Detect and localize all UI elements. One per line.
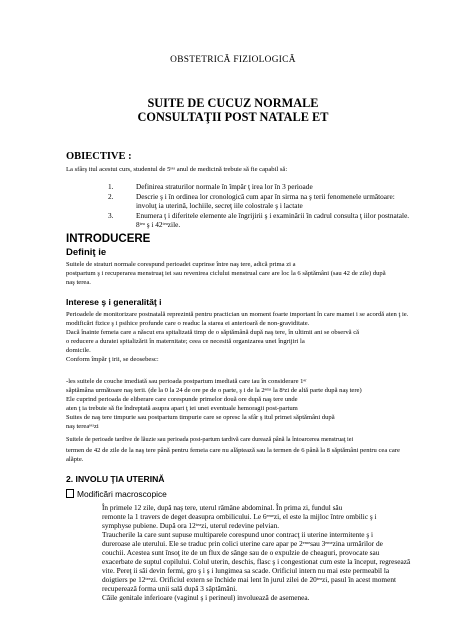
objective-line: Enumera ţ i diferitele elemente ale îngrijirii ş i examinării în cadrul consulta ţ iilor postnatale. <box>136 211 410 220</box>
paragraph-line: alăpte. <box>66 456 84 463</box>
paragraph-line: domicile. <box>66 347 91 354</box>
macroscopic-subheading <box>66 489 167 499</box>
paragraph-line: modificări fizice ş i psihice profunde care o readuc la starea ei anterioară de non-graviditate. <box>66 320 310 327</box>
paragraph-line: Dacă înainte femeia care a născut era spitalizată timp de o săptămână după naş tere, în ultimii ani se observă că <box>66 329 360 336</box>
objective-line: Definirea straturilor normale în împăr ţ irea lor în 3 perioade <box>136 182 313 191</box>
paragraph-line: Conform împăr ţ irii, se deosebesc: <box>66 356 159 363</box>
introduction-heading: INTRODUCERE <box>66 233 151 245</box>
objectives-intro: La sfârş itul acestui curs, studentul de 5ᵗᵉᵃ anul de medicină trebuie să fie capabil să: <box>66 166 288 173</box>
paragraph-line: săptămâna următoare naş terii. (de la 0 la 24 de ore pe de o parte, ş i de la 2ᵉᵐᵃ la 8ᵉzi de altă parte după naş tere) <box>66 387 362 394</box>
paragraph-line: postpartum ş i recuperarea menstruaţ iei sau revenirea ciclului menstrual care are loc la 6 săptămâni (sau 42 de zile) după <box>66 270 386 277</box>
paragraph-line: naş tereaᵗᵉᵃzi <box>66 423 99 430</box>
objective-number: 1. <box>108 182 114 191</box>
objective-line: 8ᵗᵉᵃ ş i 42ᵗᵉᵃzile. <box>136 220 181 229</box>
paragraph-line: În primele 12 zile, după naş tere, uterul rămâne abdominal. În prima zi, fundul său <box>102 503 343 512</box>
paragraph-line: recuperează forma unii sală după 3 săptămâni. <box>102 584 238 593</box>
paragraph-line: Suites de naş tere timpurie sau postpartum timpurie care se opresc la sfâr ş itul primei săptămâni după <box>66 414 335 421</box>
paragraph-line: couchii. Acestea sunt însoţ ite de un flux de sânge sau de o expulzie de cheaguri, provocate sau <box>102 548 380 557</box>
running-header: OBSTETRICĂ FIZIOLOGICĂ <box>170 55 296 65</box>
paragraph-line: o reducere a duratei spitalizării în maternitate; ceea ce necesită organizarea unei îngrijiri la <box>66 338 305 345</box>
paragraph-line: vite. Pereţ ii săi devin fermi, gro ş i ş i lungimea sa scade. Orificiul intern nu mai este permeabil la <box>102 566 390 575</box>
checkbox-glyph-icon <box>66 489 74 498</box>
paragraph-line: remonte la 1 travers de deget deasupra ombilicului. Le 6ᵉᵐᵉzi, el este la mijloc între ombilic ş i <box>102 512 377 521</box>
paragraph-line: exacerbate de suptul copilului. Colul uterin, deschis, flasc ş i congestionat cum este la început, regresează <box>102 557 411 566</box>
paragraph-line: naş terea. <box>66 279 91 286</box>
objective-number: 2. <box>108 192 114 201</box>
paragraph-line: Căile genitale inferioare (vaginul ş i perineul) involuează de asemenea. <box>102 593 310 602</box>
definition-heading: Definiţ ie <box>66 247 107 258</box>
objective-line: involuţ ia uterină, lochiile, secreţ iile colostrale ş i lactate <box>136 201 303 210</box>
paragraph-line: Traucherile la care sunt supuse multiparele corespund unor contracţ ii uterine intermitente ş i <box>102 530 374 539</box>
paragraph-line: symphyse pubiene. După ora 12ᵗᵉᵃzi, uterul redevine pelvian. <box>102 521 280 530</box>
involution-heading: 2. INVOLU ŢIA UTERINĂ <box>66 474 165 484</box>
paragraph-line: termen de 42 de zile de la naş tere până pentru femeia care nu alăptează sau la termen de 6 până la 8 săptămâni pentru cea care <box>66 447 400 454</box>
paragraph-line: Suitele de perioade tardive de lăuzie sau perioada post-partum tardivă care durează până la întoarcerea menstruaţ iei <box>66 436 354 443</box>
objectives-heading: OBIECTIVE : <box>66 151 132 162</box>
paragraph-line: Suitele de straturi normale corespund perioadei cuprinse între naş tere, adică prima zi a <box>66 261 296 268</box>
paragraph-line: Perioadele de monitorizare postnatală reprezintă pentru practician un moment foarte important în care mamei i se acordă aten ţ ie. <box>66 311 409 318</box>
document-title-line-2: CONSULTAŢII POST NATALE ET <box>137 110 329 124</box>
paragraph-line: aten ţ ia trebuie să fie îndreptată asupra apari ţ iei unei eventuale hemoragii post-partum <box>66 405 298 412</box>
document-title-line-1: SUITE DE CUCUZ NORMALE <box>147 96 319 110</box>
paragraph-line: -les suitele de couche imediată sau perioada postpartum imediată care iau în considerare 1ᵉʳ <box>66 378 307 385</box>
objective-line: Descrie ş i în ordinea lor cronologică cum apar în sirma na ş terii fenomenele următoare: <box>136 192 395 201</box>
macroscopic-subheading-label: Modificări macroscopice <box>77 489 167 499</box>
paragraph-line: Ele cuprind perioada de eliberare care corespunde primelor două ore după naş tere unde <box>66 396 298 403</box>
interests-heading: Interese ş i generalităţ i <box>66 297 162 307</box>
objective-number: 3. <box>108 211 114 220</box>
paragraph-line: doigtiers pe 12ᵗᵉᵃzi. Orificiul extern se închide mai lent în jurul zilei de 20ᵗᵉᵃzi, pasul în acest moment <box>102 575 397 584</box>
paragraph-line: dureroase ale uterului. Ele se traduc prin colici uterine care apar pe 2ᵉᵐᵉsau 3ᵉᵐᵉzina urmărilor de <box>102 539 383 548</box>
